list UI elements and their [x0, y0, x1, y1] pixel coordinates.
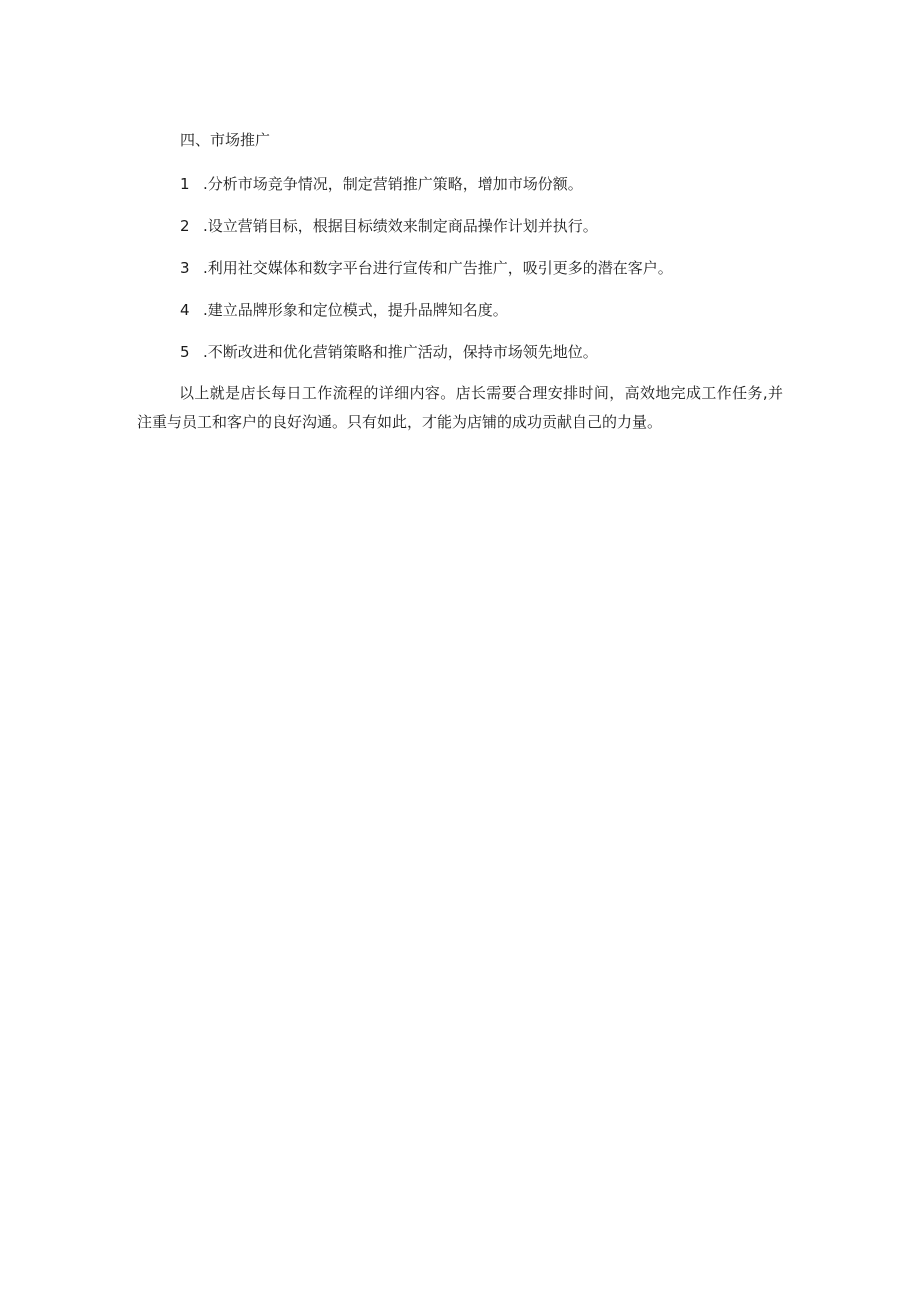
list-item [180, 340, 673, 364]
list-item-number: 4 [180, 301, 190, 319]
list-item-text: .利用社交媒体和数字平台进行宣传和广告推广，吸引更多的潜在客户。 [203, 259, 673, 277]
summary-paragraph: 以上就是店长每日工作流程的详细内容。店长需要合理安排时间，高效地完成工作任务,并注重与员工和客户的良好沟通。只有如此，才能为店铺的成功贡献自己的力量。 [137, 384, 783, 431]
list-item [180, 214, 673, 238]
list-item-number: 1 [180, 175, 190, 193]
numbered-list [180, 172, 673, 382]
list-item-text: .建立品牌形象和定位模式，提升品牌知名度。 [203, 301, 508, 319]
list-item-text: .不断改进和优化营销策略和推广活动，保持市场领先地位。 [203, 343, 598, 361]
list-item [180, 172, 673, 196]
list-item-text: .分析市场竞争情况，制定营销推广策略，增加市场份额。 [203, 175, 583, 193]
list-item-text: .设立营销目标，根据目标绩效来制定商品操作计划并执行。 [203, 217, 598, 235]
section-heading: 四、市场推广 [180, 131, 271, 149]
list-item [180, 298, 673, 322]
list-item-number: 5 [180, 343, 190, 361]
list-item-number: 2 [180, 217, 190, 235]
list-item-number: 3 [180, 259, 190, 277]
list-item [180, 256, 673, 280]
